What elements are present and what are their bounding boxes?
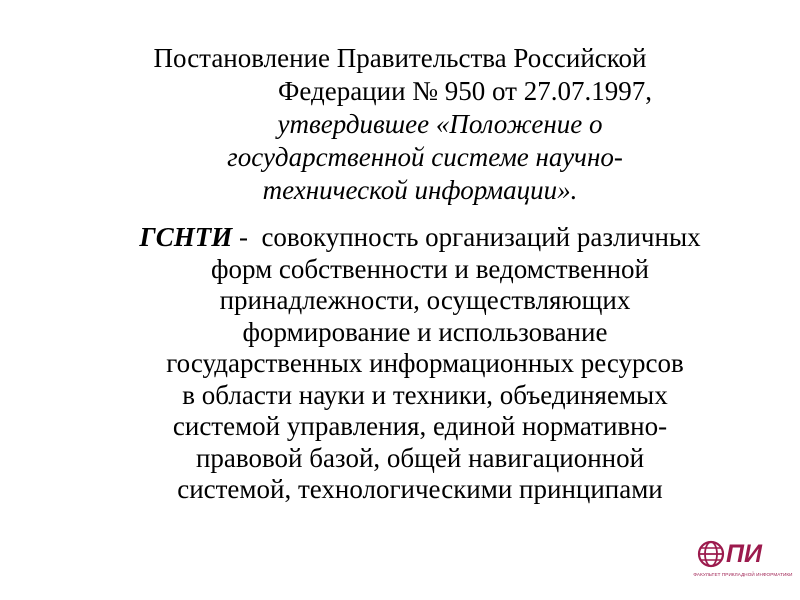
definition-block — [0, 222, 800, 506]
decree-title — [0, 42, 800, 207]
decree-title-line-4: государственной системе научно- — [227, 142, 623, 172]
definition-line-9: системой, технологическими принципами — [177, 474, 663, 504]
decree-title-line-1: Постановление Правительства Российской — [153, 43, 647, 73]
decree-title-line-5: технической информации». — [262, 175, 578, 205]
definition-line-6: в области науки и техники, объединяемых — [182, 379, 668, 410]
definition-dash: - — [232, 222, 262, 252]
definition-term: ГСНТИ — [139, 222, 233, 252]
globe-icon — [697, 540, 725, 568]
definition-line-2: форм собственности и ведомственной — [211, 253, 649, 284]
definition-line-3: принадлежности, осуществляющих — [219, 285, 631, 315]
definition-line-8: правовой базой, общей навигационной — [195, 442, 645, 473]
decree-title-line-2: Федерации № 950 от 27.07.1997, — [278, 76, 652, 106]
definition-text-1: совокупность организаций различных — [261, 222, 701, 252]
faculty-logo — [692, 538, 794, 594]
definition-line-7: системой управления, единой нормативно- — [172, 411, 668, 441]
definition-line-4: формирование и использование — [242, 316, 608, 347]
definition-line-1 — [0, 222, 800, 254]
logo-caption: ФАКУЛЬТЕТ ПРИКЛАДНОЙ ИНФОРМАТИКИ — [693, 572, 793, 577]
decree-title-line-3: утвердившее «Положение о — [277, 109, 603, 139]
definition-line-5: государственных информационных ресурсов — [166, 348, 684, 378]
logo-text: ПИ — [726, 540, 762, 568]
